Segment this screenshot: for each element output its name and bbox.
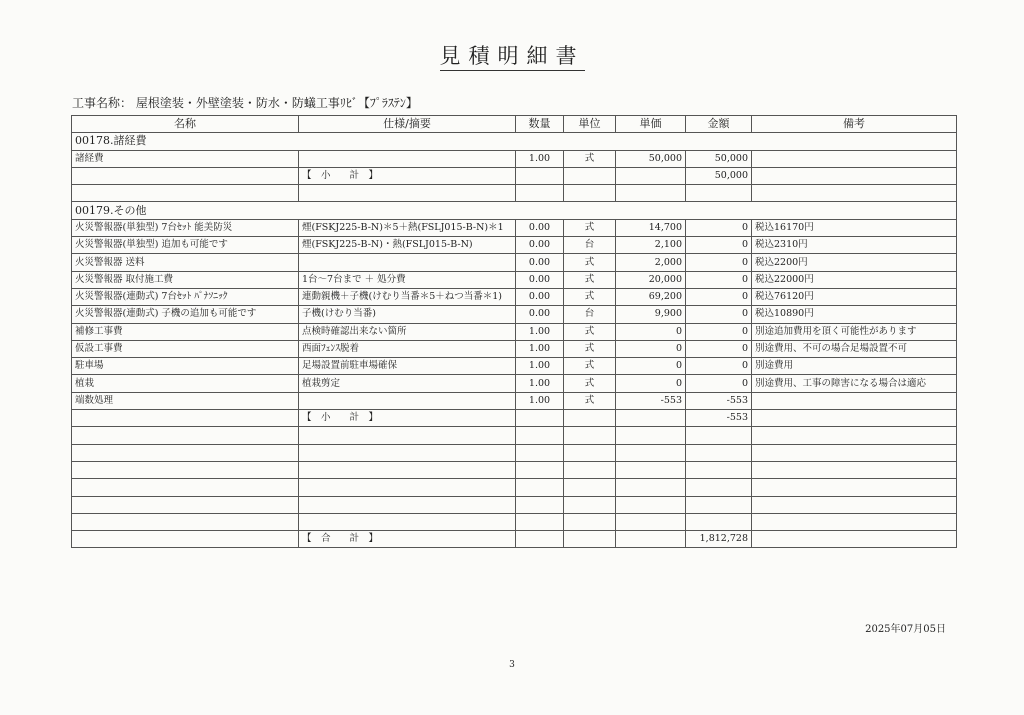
cell-qty: 1.00 — [516, 323, 564, 340]
cell-amount: 0 — [686, 271, 752, 288]
cell-unit: 台 — [564, 237, 616, 254]
cell-price: 0 — [616, 323, 686, 340]
cell-price: -553 — [616, 392, 686, 409]
cell-name: 火災警報器(連動式) 7台ｾｯﾄ ﾊﾟﾅｿﾆｯｸ — [72, 288, 299, 305]
cell-amount: 0 — [686, 375, 752, 392]
cell-qty: 1.00 — [516, 392, 564, 409]
table-row — [72, 323, 957, 340]
cell-price: 9,900 — [616, 306, 686, 323]
table-row — [72, 358, 957, 375]
table-row — [72, 271, 957, 288]
cell-unit: 式 — [564, 323, 616, 340]
cell-unit: 式 — [564, 340, 616, 357]
blank-row — [72, 427, 957, 444]
cell-spec: 足場設置前駐車場確保 — [299, 358, 516, 375]
table-row — [72, 237, 957, 254]
cell-amount: 0 — [686, 340, 752, 357]
cell-unit: 式 — [564, 375, 616, 392]
cell-amount: -553 — [686, 392, 752, 409]
cell-note — [752, 150, 957, 167]
cell-spec — [299, 254, 516, 271]
total-amount: 1,812,728 — [686, 531, 752, 548]
page-number: 3 — [509, 660, 515, 670]
cell-amount: 50,000 — [686, 150, 752, 167]
subtotal-row — [72, 410, 957, 427]
cell-name: 諸経費 — [72, 150, 299, 167]
cell-unit: 式 — [564, 392, 616, 409]
cell-amount: 0 — [686, 254, 752, 271]
cell-note: 税込16170円 — [752, 219, 957, 236]
cell-qty: 0.00 — [516, 254, 564, 271]
document-title: 見積明細書 — [0, 40, 1024, 70]
subtotal-row — [72, 167, 957, 184]
cell-qty: 0.00 — [516, 306, 564, 323]
cell-note: 税込2310円 — [752, 237, 957, 254]
subtotal-amount: -553 — [686, 410, 752, 427]
cell-unit: 台 — [564, 306, 616, 323]
cell-price: 69,200 — [616, 288, 686, 305]
cell-amount: 0 — [686, 237, 752, 254]
cell-note: 別途追加費用を頂く可能性があります — [752, 323, 957, 340]
cell-qty: 1.00 — [516, 358, 564, 375]
table-row — [72, 288, 957, 305]
cell-spec: 点検時確認出来ない箇所 — [299, 323, 516, 340]
cell-spec: 煙(FSKJ225-B-N)・熱(FSLJ015-B-N) — [299, 237, 516, 254]
cell-amount: 0 — [686, 219, 752, 236]
cell-unit: 式 — [564, 254, 616, 271]
total-label: 【 合 計 】 — [299, 531, 516, 548]
cell-note — [752, 392, 957, 409]
cell-price: 50,000 — [616, 150, 686, 167]
cell-spec: 1台～7台まで ＋ 処分費 — [299, 271, 516, 288]
cell-price: 14,700 — [616, 219, 686, 236]
total-row — [72, 531, 957, 548]
section-header-row — [72, 202, 957, 219]
cell-note: 税込22000円 — [752, 271, 957, 288]
blank-row — [72, 496, 957, 513]
cell-note: 税込76120円 — [752, 288, 957, 305]
cell-name: 火災警報器(連動式) 子機の追加も可能です — [72, 306, 299, 323]
cell-note: 別途費用、工事の障害になる場合は適応 — [752, 375, 957, 392]
header-spec: 仕様/摘要 — [299, 116, 516, 133]
cell-spec: 連動親機＋子機(けむり当番＊5＋ねつ当番＊1) — [299, 288, 516, 305]
table-row — [72, 392, 957, 409]
cell-name: 火災警報器(単独型) 追加も可能です — [72, 237, 299, 254]
table-row — [72, 254, 957, 271]
cell-name: 補修工事費 — [72, 323, 299, 340]
cell-qty: 0.00 — [516, 271, 564, 288]
cell-unit: 式 — [564, 288, 616, 305]
cell-qty: 1.00 — [516, 375, 564, 392]
cell-spec: 西面ﾌｪﾝｽ脱着 — [299, 340, 516, 357]
blank-row — [72, 444, 957, 461]
cell-name: 仮設工事費 — [72, 340, 299, 357]
cell-price: 20,000 — [616, 271, 686, 288]
blank-row — [72, 461, 957, 478]
cell-note: 税込2200円 — [752, 254, 957, 271]
estimate-table — [71, 115, 957, 548]
cell-spec — [299, 150, 516, 167]
cell-price: 2,100 — [616, 237, 686, 254]
header-unit: 単位 — [564, 116, 616, 133]
table-row — [72, 375, 957, 392]
table-row — [72, 219, 957, 236]
cell-name: 火災警報器 取付施工費 — [72, 271, 299, 288]
subtotal-amount: 50,000 — [686, 167, 752, 184]
header-note: 備考 — [752, 116, 957, 133]
cell-qty: 0.00 — [516, 219, 564, 236]
header-qty: 数量 — [516, 116, 564, 133]
cell-unit: 式 — [564, 358, 616, 375]
section-title: 00179.その他 — [72, 202, 957, 219]
cell-spec: 子機(けむり当番) — [299, 306, 516, 323]
cell-qty: 1.00 — [516, 340, 564, 357]
cell-name: 植栽 — [72, 375, 299, 392]
table-row — [72, 150, 957, 167]
cell-price: 2,000 — [616, 254, 686, 271]
blank-row — [72, 479, 957, 496]
subtotal-label: 【 小 計 】 — [299, 410, 516, 427]
cell-amount: 0 — [686, 323, 752, 340]
cell-price: 0 — [616, 358, 686, 375]
cell-unit: 式 — [564, 219, 616, 236]
cell-amount: 0 — [686, 358, 752, 375]
cell-spec — [299, 392, 516, 409]
header-name: 名称 — [72, 116, 299, 133]
issue-date: 2025年07月05日 — [865, 624, 946, 635]
cell-amount: 0 — [686, 288, 752, 305]
section-header-row — [72, 133, 957, 150]
project-name: 工事名称： 屋根塗装・外壁塗装・防水・防蟻工事ﾘﾋﾞ【ﾌﾟﾗｽﾃﾝ】 — [72, 96, 418, 110]
cell-name: 駐車場 — [72, 358, 299, 375]
cell-name: 火災警報器(単独型) 7台ｾｯﾄ 能美防災 — [72, 219, 299, 236]
cell-qty: 1.00 — [516, 150, 564, 167]
cell-unit: 式 — [564, 271, 616, 288]
cell-unit: 式 — [564, 150, 616, 167]
cell-note: 税込10890円 — [752, 306, 957, 323]
header-price: 単価 — [616, 116, 686, 133]
table-row — [72, 340, 957, 357]
cell-name: 火災警報器 送料 — [72, 254, 299, 271]
cell-name: 端数処理 — [72, 392, 299, 409]
table-row — [72, 306, 957, 323]
cell-note: 別途費用 — [752, 358, 957, 375]
blank-row — [72, 513, 957, 530]
header-row — [72, 116, 957, 133]
cell-qty: 0.00 — [516, 288, 564, 305]
cell-amount: 0 — [686, 306, 752, 323]
cell-price: 0 — [616, 340, 686, 357]
cell-qty: 0.00 — [516, 237, 564, 254]
cell-note: 別途費用、不可の場合足場設置不可 — [752, 340, 957, 357]
subtotal-label: 【 小 計 】 — [299, 167, 516, 184]
cell-spec: 煙(FSKJ225-B-N)＊5＋熱(FSLJ015-B-N)＊1 — [299, 219, 516, 236]
section-title: 00178.諸経費 — [72, 133, 957, 150]
header-amount: 金額 — [686, 116, 752, 133]
cell-spec: 植栽剪定 — [299, 375, 516, 392]
cell-price: 0 — [616, 375, 686, 392]
blank-row — [72, 185, 957, 202]
